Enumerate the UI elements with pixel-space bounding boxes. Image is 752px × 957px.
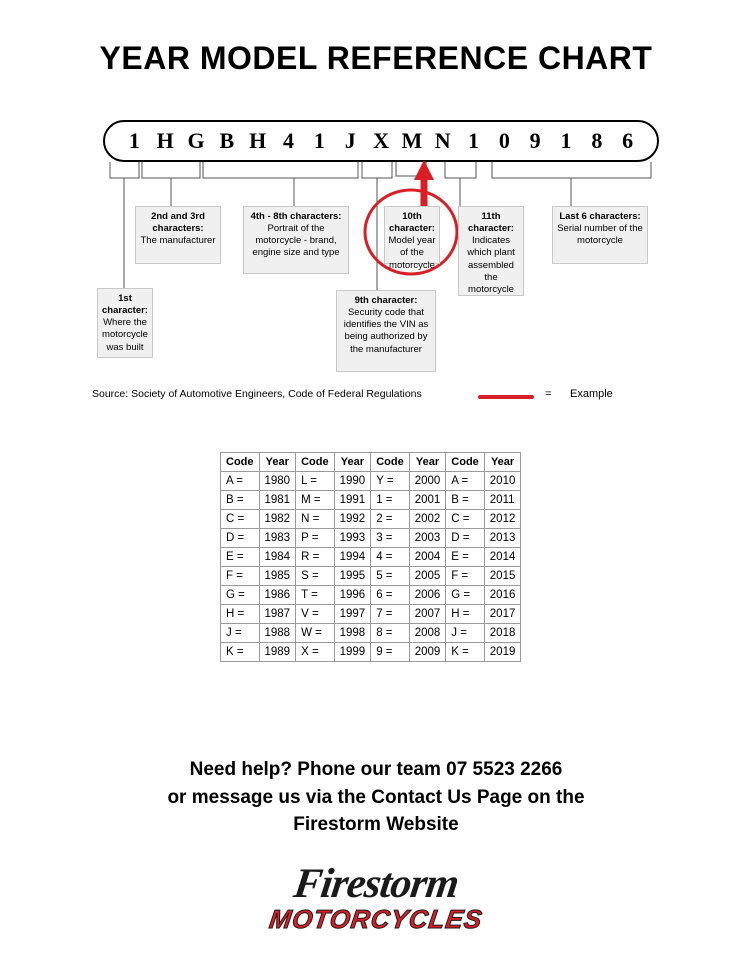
- cell-code: A =: [446, 472, 485, 491]
- table-row: [221, 567, 521, 586]
- cell-year: 2011: [484, 491, 521, 510]
- cell-year: 1989: [259, 643, 296, 662]
- cell-year: 1998: [334, 624, 371, 643]
- source-text: Source: Society of Automotive Engineers, Code of Federal Regulations: [92, 388, 422, 400]
- vin-character: 4: [283, 128, 295, 153]
- cell-code: K =: [446, 643, 485, 662]
- cell-code: R =: [296, 548, 335, 567]
- cell-code: J =: [446, 624, 485, 643]
- table-row: [221, 548, 521, 567]
- cell-code: 3 =: [371, 529, 410, 548]
- vin-character: 6: [622, 128, 634, 153]
- cell-year: 1990: [334, 472, 371, 491]
- vin-character: 0: [498, 128, 510, 153]
- cell-year: 2007: [409, 605, 446, 624]
- cell-code: D =: [221, 529, 260, 548]
- column-header: Code: [371, 453, 410, 472]
- cell-code: A =: [221, 472, 260, 491]
- cell-code: J =: [221, 624, 260, 643]
- table-row: [221, 472, 521, 491]
- page-title: YEAR MODEL REFERENCE CHART: [99, 40, 653, 76]
- cell-code: E =: [446, 548, 485, 567]
- callout-heading: 2nd and 3rd characters:: [151, 211, 205, 235]
- cell-code: X =: [296, 643, 335, 662]
- cell-code: 8 =: [371, 624, 410, 643]
- help-text: [0, 756, 752, 839]
- column-header: Year: [334, 453, 371, 472]
- callout-heading: 11th character:: [468, 211, 514, 235]
- cell-year: 1985: [259, 567, 296, 586]
- callout-body: Portrait of the motorcycle - brand, engine size and type: [252, 223, 340, 259]
- legend-example-label: Example: [570, 388, 613, 400]
- column-header: Code: [446, 453, 485, 472]
- logo-subtitle: MOTORCYCLES: [267, 904, 485, 934]
- cell-code: 6 =: [371, 586, 410, 605]
- cell-year: 2000: [409, 472, 446, 491]
- callout-body: Serial number of the motorcycle: [557, 223, 643, 247]
- cell-code: H =: [221, 605, 260, 624]
- vin-character: 1: [128, 128, 140, 153]
- help-line-2: or message us via the Contact Us Page on the: [167, 786, 585, 808]
- cell-year: 2001: [409, 491, 446, 510]
- cell-year: 2004: [409, 548, 446, 567]
- cell-code: S =: [296, 567, 335, 586]
- cell-code: 5 =: [371, 567, 410, 586]
- callout-eleventh-character: [458, 206, 524, 296]
- table-row: [221, 510, 521, 529]
- column-header: Year: [484, 453, 521, 472]
- vin-character: N: [434, 128, 451, 153]
- cell-year: 1995: [334, 567, 371, 586]
- cell-code: F =: [221, 567, 260, 586]
- cell-year: 1984: [259, 548, 296, 567]
- callout-body: Model year of the motorcycle: [388, 235, 436, 271]
- cell-year: 1993: [334, 529, 371, 548]
- callout-fourth-eighth-characters: [243, 206, 349, 274]
- table-row: [221, 624, 521, 643]
- cell-year: 1996: [334, 586, 371, 605]
- callout-heading: 1st character:: [102, 293, 148, 317]
- cell-year: 2008: [409, 624, 446, 643]
- cell-code-highlighted: M =: [296, 491, 335, 510]
- cell-year: 2015: [484, 567, 521, 586]
- column-header: Code: [296, 453, 335, 472]
- vin-character: H: [156, 128, 174, 153]
- firestorm-logo: [196, 860, 556, 938]
- cell-year: 1997: [334, 605, 371, 624]
- cell-year: 2017: [484, 605, 521, 624]
- column-header: Year: [409, 453, 446, 472]
- cell-code: B =: [221, 491, 260, 510]
- cell-year-highlighted: 1991: [334, 491, 371, 510]
- cell-code: G =: [221, 586, 260, 605]
- callout-tenth-character: [384, 206, 440, 271]
- cell-year: 2005: [409, 567, 446, 586]
- callout-ninth-character: [336, 290, 436, 372]
- vin-character: 8: [591, 128, 603, 153]
- cell-year: 2018: [484, 624, 521, 643]
- cell-year: 1982: [259, 510, 296, 529]
- logo-wordmark: Firestorm: [290, 861, 462, 907]
- cell-code: B =: [446, 491, 485, 510]
- vin-character: H: [249, 128, 267, 153]
- callout-second-third-characters: [135, 206, 221, 264]
- cell-year: 2010: [484, 472, 521, 491]
- callout-heading: 4th - 8th characters:: [250, 211, 342, 222]
- cell-code: V =: [296, 605, 335, 624]
- cell-code: 4 =: [371, 548, 410, 567]
- callout-heading: 9th character:: [354, 295, 418, 306]
- cell-year: 1988: [259, 624, 296, 643]
- callout-body: Security code that identifies the VIN as being authorized by the manufacturer: [343, 307, 429, 355]
- cell-year: 1994: [334, 548, 371, 567]
- cell-year: 2009: [409, 643, 446, 662]
- cell-code: Y =: [371, 472, 410, 491]
- table-row: [221, 586, 521, 605]
- cell-code: 9 =: [371, 643, 410, 662]
- cell-year: 2012: [484, 510, 521, 529]
- callout-body: Indicates which plant assembled the motorcycle: [467, 235, 515, 295]
- vin-character: 1: [313, 128, 325, 153]
- callout-body: Where the motorcycle was built: [102, 317, 148, 353]
- vin-character-highlighted: M: [401, 128, 423, 153]
- callout-body: The manufacturer: [140, 235, 216, 247]
- table-row: [221, 605, 521, 624]
- cell-code: 2 =: [371, 510, 410, 529]
- cell-year: 1992: [334, 510, 371, 529]
- year-code-table: [220, 452, 521, 662]
- cell-code: D =: [446, 529, 485, 548]
- cell-year: 1983: [259, 529, 296, 548]
- cell-year: 2003: [409, 529, 446, 548]
- callout-heading: 10th character:: [389, 211, 435, 235]
- cell-year: 2002: [409, 510, 446, 529]
- cell-code: F =: [446, 567, 485, 586]
- vin-character: J: [344, 128, 356, 153]
- cell-code: E =: [221, 548, 260, 567]
- cell-year: 1987: [259, 605, 296, 624]
- column-header: Code: [221, 453, 260, 472]
- table-row: [221, 529, 521, 548]
- vin-character: B: [219, 128, 235, 153]
- cell-year: 1999: [334, 643, 371, 662]
- vin-character: G: [187, 128, 205, 153]
- vin-character: 1: [560, 128, 572, 153]
- legend-example-line: [478, 395, 534, 399]
- vin-character: 1: [468, 128, 480, 153]
- vin-string-box: [103, 120, 659, 162]
- column-header: Year: [259, 453, 296, 472]
- cell-year: 1986: [259, 586, 296, 605]
- cell-code: C =: [446, 510, 485, 529]
- callout-first-character: [97, 288, 153, 358]
- cell-code: 7 =: [371, 605, 410, 624]
- table-row: [221, 643, 521, 662]
- cell-code: P =: [296, 529, 335, 548]
- cell-year: 2006: [409, 586, 446, 605]
- cell-code: W =: [296, 624, 335, 643]
- cell-code: C =: [221, 510, 260, 529]
- cell-code: G =: [446, 586, 485, 605]
- cell-year: 1981: [259, 491, 296, 510]
- cell-year: 2013: [484, 529, 521, 548]
- cell-year: 2019: [484, 643, 521, 662]
- cell-code: T =: [296, 586, 335, 605]
- cell-code: H =: [446, 605, 485, 624]
- cell-year: 1980: [259, 472, 296, 491]
- callout-heading: Last 6 characters:: [559, 211, 641, 222]
- help-line-3: Firestorm Website: [293, 814, 459, 836]
- legend-equals: =: [545, 388, 552, 400]
- cell-year: 2016: [484, 586, 521, 605]
- vin-character: 9: [529, 128, 541, 153]
- cell-code: K =: [221, 643, 260, 662]
- vin-character: X: [373, 128, 389, 153]
- callout-last-six-characters: [552, 206, 648, 264]
- cell-year: 2014: [484, 548, 521, 567]
- cell-code: N =: [296, 510, 335, 529]
- cell-code: L =: [296, 472, 335, 491]
- cell-code: 1 =: [371, 491, 410, 510]
- table-row: [221, 491, 521, 510]
- table-header-row: [221, 453, 521, 472]
- help-line-1: Need help? Phone our team 07 5523 2266: [189, 759, 563, 780]
